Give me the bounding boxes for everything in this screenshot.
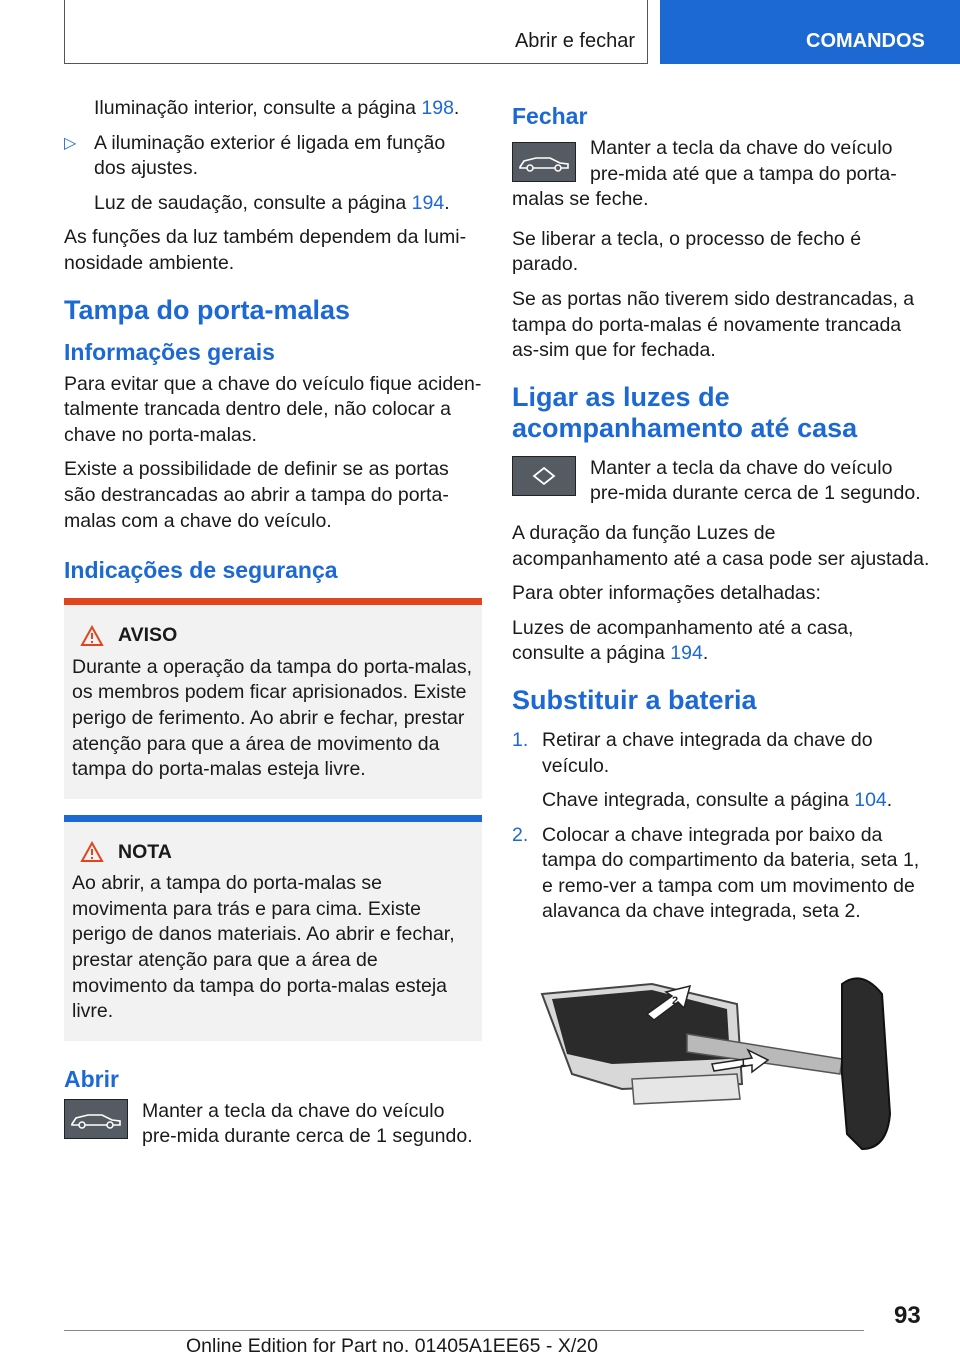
nota-body: Ao abrir, a tampa do porta-malas se movimenta para trás e para cima. Existe perigo de danos materiais. Ao abrir e fechar, prestar atenção para que a área de movimento da tampa do porta-malas esteja livre.	[72, 872, 455, 1023]
warning-box-nota	[64, 815, 482, 1041]
heading-tampa: Tampa do porta-malas	[64, 294, 351, 325]
left-column	[64, 96, 482, 1159]
luzes-instruction	[512, 456, 930, 507]
paragraph-welcome-light: Luz de saudação, consulte a página 194.	[94, 191, 450, 214]
page-link-194[interactable]: 194	[411, 191, 445, 214]
paragraph-interior-light: Iluminação interior, consulte a página 198.	[94, 97, 460, 119]
footer-divider	[64, 1330, 864, 1331]
abrir-text: Manter a tecla da chave do veículo pre-mida durante cerca de 1 segundo.	[142, 1099, 473, 1148]
step-2	[512, 823, 930, 925]
page-link-104[interactable]: 104	[854, 789, 887, 812]
page-number: 93	[894, 1302, 921, 1329]
trunk-key-icon	[64, 1099, 128, 1139]
warning-box-aviso	[64, 598, 482, 799]
luzes-text: Manter a tecla da chave do veículo pre-mida durante cerca de 1 segundo.	[590, 456, 921, 505]
chapter-tab: COMANDOS	[660, 0, 960, 64]
aviso-title: AVISO	[118, 624, 178, 647]
page-link-194b[interactable]: 194	[670, 642, 703, 665]
key-battery-illustration	[512, 964, 930, 1164]
step-text: Colocar a chave integrada por baixo da tampa do compartimento da bateria, seta 1, e remo-ver a tampa com um movimento de alavanca da chave integrada, seta 2.	[542, 823, 920, 923]
fechar-instruction	[512, 136, 930, 213]
heading-luzes: Ligar as luzes de acompanhamento até casa	[512, 381, 858, 443]
paragraph-unlock-doors: Existe a possibilidade de definir se as portas são destrancadas ao abrir a tampa do porta-malas com a chave do veículo.	[64, 458, 449, 532]
page-link-198[interactable]: 198	[421, 97, 454, 119]
warning-triangle-icon	[80, 841, 104, 863]
step-1	[512, 728, 930, 779]
heading-abrir: Abrir	[64, 1065, 119, 1092]
arrow-1-label: 1	[740, 1057, 747, 1070]
right-column	[512, 96, 930, 1172]
paragraph-relock: Se as portas não tiverem sido destrancadas, a tampa do porta-malas é novamente trancada as-sim que for fechada.	[512, 287, 915, 362]
heading-fechar: Fechar	[512, 103, 588, 129]
paragraph-ambient: As funções da luz também dependem da lumi-nosidade ambiente.	[64, 226, 467, 274]
warning-triangle-icon	[80, 625, 104, 647]
paragraph-release-key: Se liberar a tecla, o processo de fecho é parado.	[512, 227, 862, 276]
step-1-sub: Chave integrada, consulte a página 104.	[542, 789, 893, 812]
header-left-box	[64, 0, 648, 64]
section-title: Abrir e fechar	[514, 30, 635, 52]
nota-title: NOTA	[118, 840, 172, 863]
light-key-icon	[512, 456, 576, 496]
heading-safety: Indicações de segurança	[64, 557, 338, 584]
step-number: 1.	[512, 728, 529, 751]
step-number: 2.	[512, 823, 529, 846]
paragraph-details: Para obter informações detalhadas:	[512, 582, 821, 605]
heading-info: Informações gerais	[64, 338, 275, 365]
aviso-body: Durante a operação da tampa do porta-malas, os membros podem ficar aprisionados. Existe perigo de ferimento. Ao abrir e fechar, prestar atenção para que a área de movimento da tampa do porta-malas esteja livre.	[72, 655, 472, 781]
arrow-2-label: 2	[672, 995, 679, 1008]
paragraph-luzes-ref: Luzes de acompanhamento até a casa, consulte a página 194.	[512, 616, 854, 665]
footer-edition: Online Edition for Part no. 01405A1EE65 - X/20	[186, 1335, 598, 1357]
step-text: Retirar a chave integrada da chave do veículo.	[542, 728, 873, 777]
fechar-text: Manter a tecla da chave do veículo pre-mida até que a tampa do porta-malas se feche.	[512, 137, 897, 211]
heading-bateria: Substituir a bateria	[512, 684, 757, 715]
trunk-key-icon	[512, 142, 576, 182]
paragraph-key-trunk: Para evitar que a chave do veículo fique aciden-talmente trancada dentro dele, não colocar a chave no porta-malas.	[64, 372, 482, 446]
paragraph-duration: A duração da função Luzes de acompanhamento até a casa pode ser ajustada.	[512, 521, 930, 570]
bullet-exterior-light: ▷ A iluminação exterior é ligada em função dos ajustes.	[64, 131, 446, 180]
triangle-bullet-icon: ▷	[64, 134, 77, 152]
abrir-instruction	[64, 1099, 482, 1150]
